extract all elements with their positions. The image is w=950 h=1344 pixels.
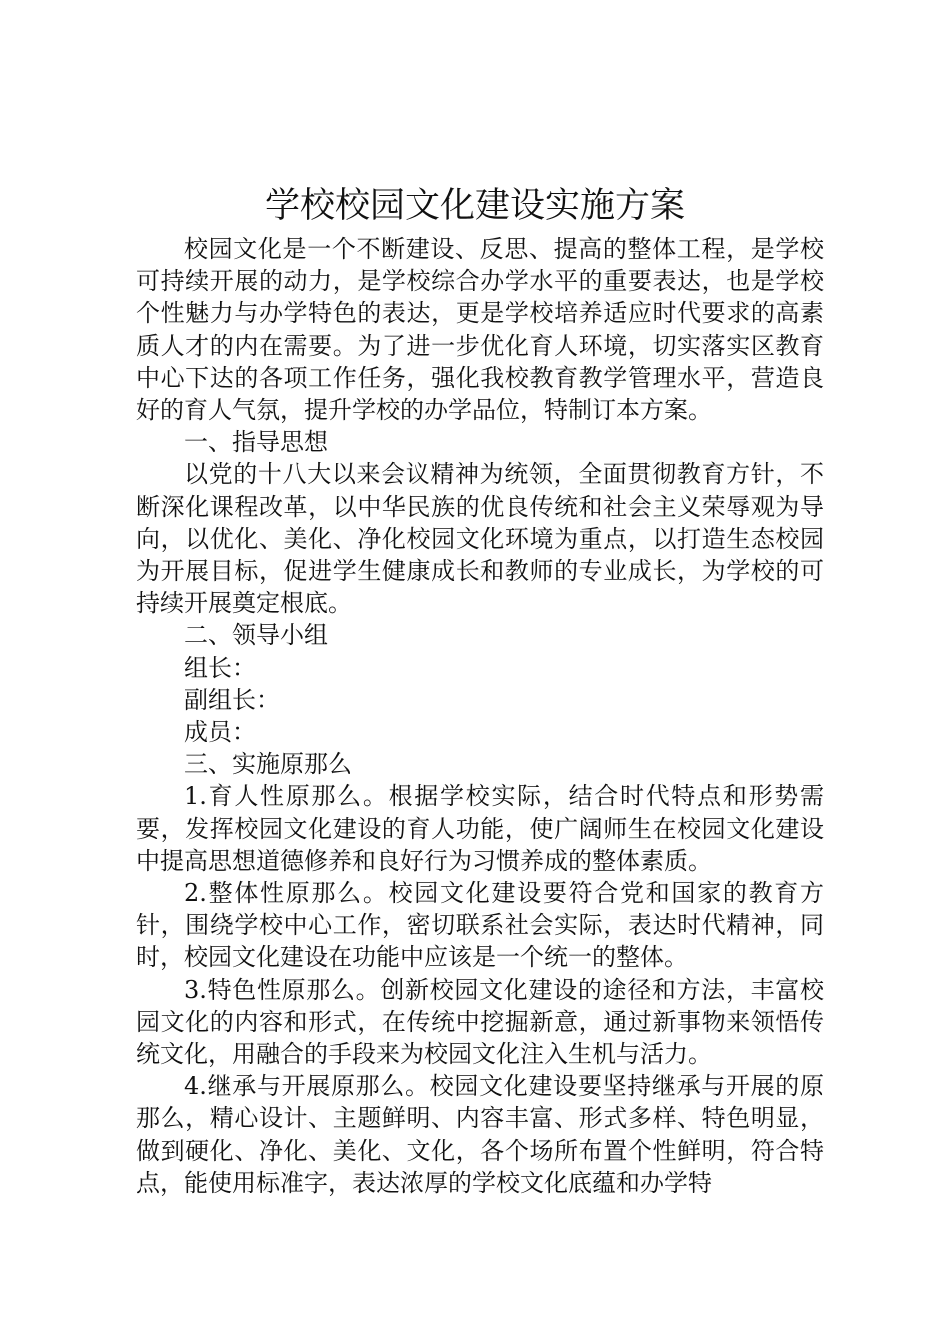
section-heading-guiding-thought: 一、指导思想 — [184, 428, 328, 457]
intro-paragraph: 校园文化是一个不断建设、反思、提高的整体工程，是学校可持续开展的动力，是学校综合办学水平的重要表达，也是学校个性魅力与办学特色的表达，更是学校培养适应时代要求的高素质人才的内在需要。为了进一步优化育人环境，切实落实区教育中心下达的各项工作任务，强化我校教育教学管理水平，营造良好的育人气氛，提升学校的办学品位，特制订本方案。 — [136, 235, 824, 425]
principle-item: 1.育人性原那么。根据学校实际，结合时代特点和形势需要，发挥校园文化建设的育人功能，使广阔师生在校园文化建设中提高思想道德修养和良好行为习惯养成的整体素质。 — [136, 782, 824, 875]
document-title: 学校校园文化建设实施方案 — [264, 186, 685, 226]
principle-item: 3.特色性原那么。创新校园文化建设的途径和方法，丰富校园文化的内容和形式，在传统中挖掘新意，通过新事物来领悟传统文化，用融合的手段来为校园文化注入生机与活力。 — [136, 975, 824, 1069]
principle-item: 4.继承与开展原那么。校园文化建设要坚持继承与开展的原那么，精心设计、主题鲜明、内容丰富、形式多样、特色明显，做到硬化、净化、美化、文化，各个场所布置个性鲜明，符合特点，能使用标准字，表达浓厚的学校文化底蕴和办学特 — [136, 1072, 824, 1197]
leader-line: 组长： — [184, 653, 256, 682]
principle-item: 2.整体性原那么。校园文化建设要符合党和国家的教育方针，围绕学校中心工作，密切联系社会实际，表达时代精神，同时，校园文化建设在功能中应该是一个统一的整体。 — [136, 879, 824, 972]
deputy-leader-line: 副组长： — [184, 685, 280, 714]
section-heading-principles: 三、实施原那么 — [184, 750, 352, 779]
document-body — [136, 233, 824, 1199]
section-heading-leadership-group: 二、领导小组 — [184, 621, 328, 650]
guiding-thought-paragraph: 以党的十八大以来会议精神为统领，全面贯彻教育方针，不断深化课程改革，以中华民族的优良传统和社会主义荣辱观为导向，以优化、美化、净化校园文化环境为重点，以打造生态校园为开展目标，促进学生健康成长和教师的专业成长，为学校的可持续开展奠定根底。 — [136, 460, 824, 618]
members-line: 成员： — [184, 718, 256, 747]
